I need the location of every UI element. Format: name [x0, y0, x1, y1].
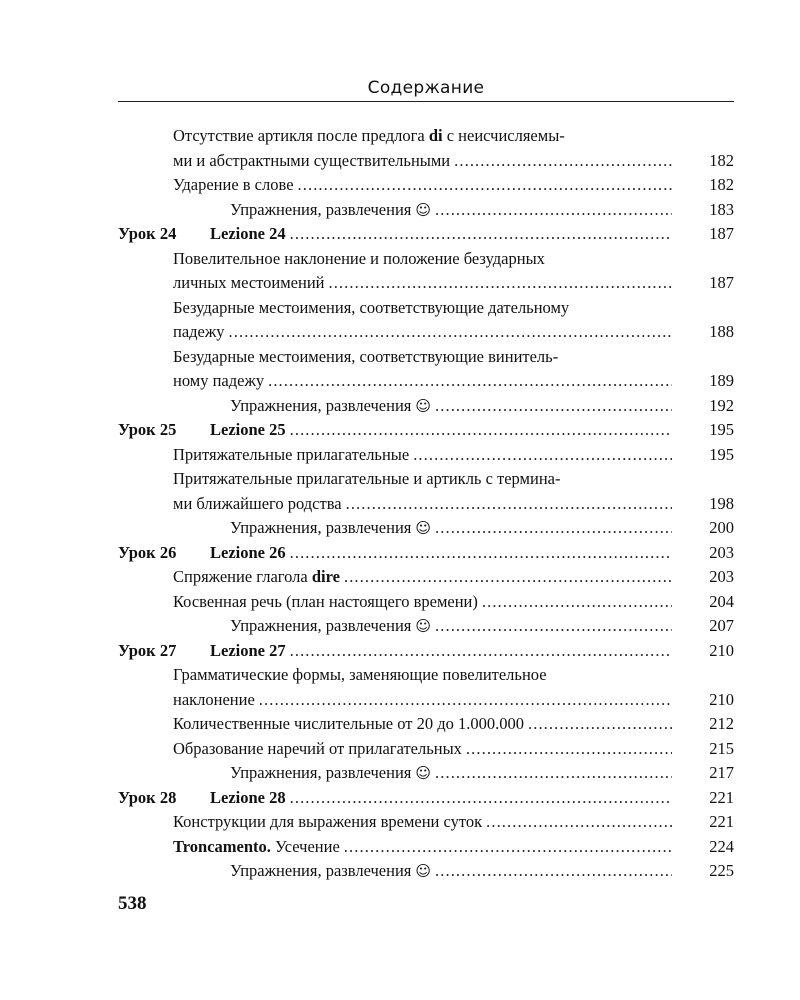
toc-lesson-entry [118, 222, 734, 247]
leader-dots [466, 737, 672, 762]
leader-dots [413, 443, 672, 468]
toc-page-number: 210 [709, 689, 734, 709]
lesson-name: Lezione 25 [210, 420, 286, 439]
leader-dots [229, 320, 672, 345]
leader-dots [435, 198, 672, 223]
toc-page-number: 225 [709, 861, 734, 880]
leader-dots [268, 369, 672, 394]
lesson-name: Lezione 27 [210, 640, 286, 660]
toc-entry-text: Упражнения, развлечения [230, 395, 412, 415]
toc-entry-text: Упражнения, развлечения [230, 199, 412, 219]
toc-entry-text: Отсутствие артикля после предлога [173, 126, 429, 145]
toc-page-number: 182 [709, 175, 734, 194]
leader-dots [298, 173, 672, 198]
smiley-icon: ☺ [415, 200, 432, 219]
leader-dots [482, 590, 672, 615]
toc-page-number: 203 [709, 542, 734, 562]
lesson-number: Урок 26 [118, 542, 177, 562]
lesson-name: Lezione 28 [210, 787, 286, 807]
toc-entry-text: Безударные местоимения, соответствующие дательному [173, 297, 570, 317]
toc-entry-text: Упражнения, развлечения [230, 518, 412, 537]
toc-entry-text: Ударение в слове [173, 175, 294, 194]
toc-page-number: 183 [709, 199, 734, 219]
leader-dots [435, 516, 672, 541]
toc-page-number: 215 [709, 738, 734, 758]
smiley-icon: ☺ [415, 862, 432, 880]
toc-page-number: 204 [709, 591, 734, 611]
toc-entry-text: Упражнения, развлечения [230, 861, 412, 880]
lesson-name: Lezione 24 [210, 224, 286, 243]
toc-entry-text: Количественные числительные от 20 до 1.000.000 [173, 714, 524, 733]
toc-page-number: 182 [709, 150, 734, 170]
leader-dots [528, 712, 672, 737]
smiley-icon: ☺ [415, 617, 432, 635]
toc-entry [118, 149, 734, 174]
table-of-contents [118, 124, 734, 884]
toc-page-number: 187 [709, 224, 734, 243]
toc-entry-text: Повелительное наклонение и положение безударных [173, 248, 545, 268]
toc-entry [118, 688, 734, 713]
toc-entry-text: ми ближайшего родства [173, 493, 342, 513]
toc-entry [118, 247, 734, 272]
lesson-number: Урок 24 [118, 224, 177, 243]
toc-entry [118, 712, 734, 737]
toc-lesson-entry [118, 639, 734, 664]
toc-entry [118, 345, 734, 370]
toc-entry [118, 296, 734, 321]
toc-entry-text: ми и абстрактными существительными [173, 150, 451, 170]
toc-entry [118, 124, 734, 149]
lesson-number: Урок 27 [118, 640, 177, 660]
smiley-icon: ☺ [415, 764, 432, 782]
toc-entry [118, 198, 734, 223]
toc-entry-text: Образование наречий от прилагательных [173, 738, 462, 758]
toc-entry-bold: Troncamento. [173, 836, 271, 856]
toc-entry-text: Безударные местоимения, соответствующие винитель- [173, 346, 559, 366]
toc-entry [118, 565, 734, 590]
toc-entry [118, 320, 734, 345]
toc-entry-text: Упражнения, развлечения [230, 616, 412, 635]
toc-entry [118, 663, 734, 688]
toc-entry-text: ному падежу [173, 371, 265, 390]
toc-entry-text: Грамматические формы, заменяющие повелительное [173, 665, 547, 684]
toc-page-number: 198 [709, 493, 734, 513]
toc-page-number: 195 [709, 420, 734, 439]
toc-entry-text: с неисчисляемы- [442, 126, 565, 145]
lesson-name: Lezione 26 [210, 542, 286, 562]
toc-entry-text: Конструкции для выражения времени суток [173, 812, 483, 831]
lesson-number: Урок 25 [118, 420, 177, 439]
toc-entry-text: Усечение [270, 836, 340, 856]
toc-entry-text: Спряжение глагола [173, 567, 312, 586]
toc-page-number: 221 [709, 787, 734, 807]
toc-entry [118, 492, 734, 517]
page-number-footer: 538 [118, 893, 147, 914]
toc-page-number: 210 [709, 640, 734, 660]
leader-dots [290, 222, 672, 247]
leader-dots [435, 614, 672, 639]
toc-entry [118, 516, 734, 541]
leader-dots [435, 761, 672, 786]
leader-dots [486, 810, 672, 835]
leader-dots [344, 835, 672, 860]
toc-entry [118, 859, 734, 884]
toc-page-number: 217 [709, 763, 734, 782]
toc-page-number: 187 [709, 273, 734, 292]
toc-entry-text: Упражнения, развлечения [230, 763, 412, 782]
toc-page-number: 207 [709, 616, 734, 635]
toc-page-number: 189 [709, 371, 734, 390]
leader-dots [259, 688, 672, 713]
toc-entry [118, 761, 734, 786]
toc-entry-text: падежу [173, 322, 225, 341]
toc-entry [118, 173, 734, 198]
toc-entry [118, 835, 734, 860]
leader-dots [290, 786, 672, 811]
toc-page-number: 188 [709, 322, 734, 341]
leader-dots [344, 565, 672, 590]
leader-dots [435, 394, 672, 419]
toc-entry-text: Притяжательные прилагательные и артикль с термина- [173, 469, 561, 488]
toc-page-number: 192 [709, 395, 734, 415]
header-rule [118, 101, 734, 102]
toc-page-number: 221 [709, 812, 734, 831]
toc-entry [118, 271, 734, 296]
leader-dots [435, 859, 672, 884]
toc-page-number: 212 [709, 714, 734, 733]
toc-entry [118, 467, 734, 492]
toc-entry [118, 810, 734, 835]
toc-page-number: 195 [709, 444, 734, 464]
toc-lesson-entry [118, 786, 734, 811]
toc-entry-bold: dire [311, 567, 340, 586]
toc-entry-text: личных местоимений [173, 273, 325, 292]
toc-page-number: 203 [709, 567, 734, 586]
toc-entry [118, 614, 734, 639]
toc-page-number: 200 [709, 518, 734, 537]
toc-entry-text: Притяжательные прилагательные [173, 444, 410, 464]
leader-dots [346, 492, 672, 517]
toc-entry-text: наклонение [173, 689, 255, 709]
toc-lesson-entry [118, 541, 734, 566]
toc-entry-bold: di [428, 126, 443, 145]
toc-entry [118, 590, 734, 615]
toc-entry [118, 443, 734, 468]
leader-dots [290, 418, 672, 443]
toc-entry [118, 737, 734, 762]
leader-dots [290, 639, 672, 664]
lesson-number: Урок 28 [118, 787, 177, 807]
leader-dots [290, 541, 672, 566]
smiley-icon: ☺ [415, 519, 432, 537]
leader-dots [454, 149, 672, 174]
leader-dots [328, 271, 672, 296]
toc-page-number: 224 [709, 836, 734, 856]
running-header: Содержание [367, 78, 485, 98]
toc-lesson-entry [118, 418, 734, 443]
toc-entry [118, 394, 734, 419]
toc-entry [118, 369, 734, 394]
toc-entry-text: Косвенная речь (план настоящего времени) [173, 591, 478, 611]
smiley-icon: ☺ [415, 396, 432, 415]
